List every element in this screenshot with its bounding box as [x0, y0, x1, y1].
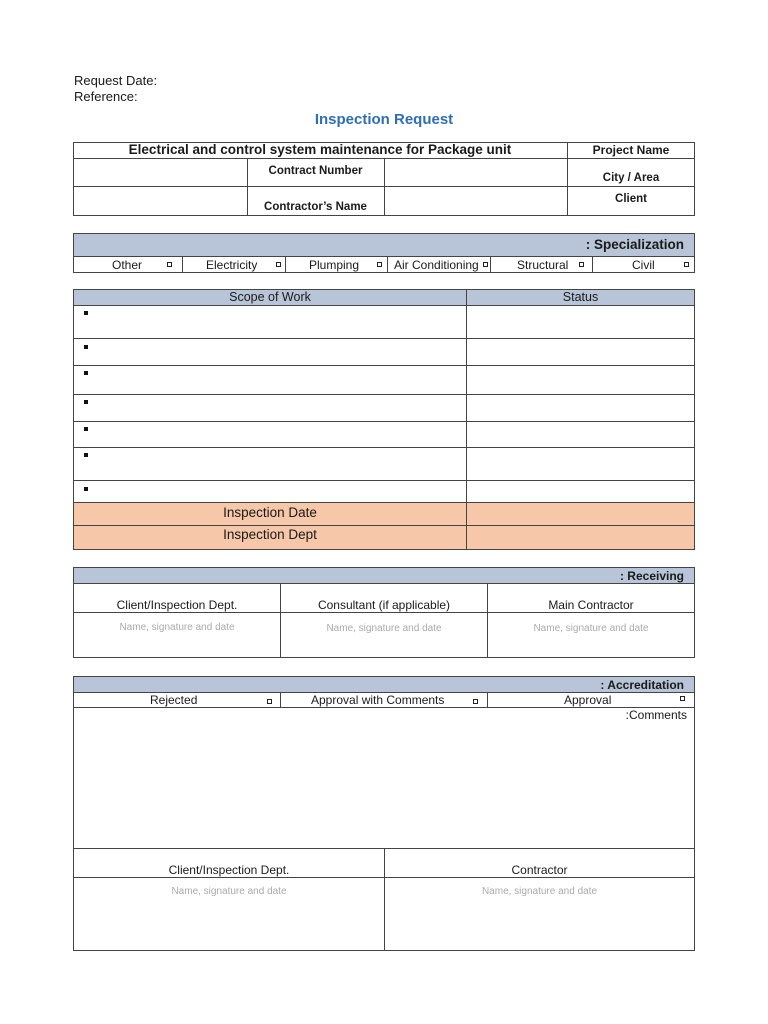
blank-cell-2[interactable]	[74, 187, 246, 215]
contractors-name-field[interactable]	[385, 187, 566, 215]
inspection-dept-label: Inspection Dept	[223, 527, 317, 542]
comments-label: :Comments	[625, 708, 687, 722]
checkbox-icon[interactable]	[276, 262, 281, 267]
receiving-consultant-label: Consultant (if applicable)	[317, 598, 451, 612]
accreditation-client-signature-hint[interactable]: Name, signature and date	[171, 886, 287, 897]
checkbox-icon[interactable]	[579, 262, 584, 267]
bullet-icon	[84, 487, 88, 491]
checkbox-icon[interactable]	[167, 262, 172, 267]
specialization-heading: : Specialization	[585, 237, 684, 252]
accreditation-heading: : Accreditation	[600, 678, 684, 692]
contract-number-label: Contract Number	[268, 165, 363, 177]
accreditation-contractor-label: Contractor	[511, 863, 568, 877]
request-date-label: Request Date:	[74, 73, 158, 88]
inspection-date-label: Inspection Date	[223, 505, 317, 520]
bullet-icon	[84, 400, 88, 404]
inspection-value-area[interactable]	[467, 503, 694, 549]
receiving-main-contractor-signature-hint[interactable]: Name, signature and date	[533, 623, 649, 634]
accreditation-band	[74, 677, 694, 693]
reference-label: Reference:	[74, 89, 138, 104]
checkbox-icon[interactable]	[377, 262, 382, 267]
bullet-icon	[84, 453, 88, 457]
page-title: Inspection Request	[314, 111, 454, 128]
checkbox-icon[interactable]	[267, 699, 272, 704]
receiving-consultant-signature-hint[interactable]: Name, signature and date	[326, 623, 442, 634]
bullet-icon	[84, 345, 88, 349]
project-name-label: Project Name	[592, 143, 670, 157]
accreditation-contractor-signature-hint[interactable]: Name, signature and date	[481, 886, 598, 897]
receiving-band	[74, 568, 694, 584]
contractors-name-label: Contractor’s Name	[264, 201, 367, 213]
status-header: Status	[562, 290, 599, 304]
bullet-icon	[84, 371, 88, 375]
receiving-client-label: Client/Inspection Dept.	[116, 598, 238, 612]
accreditation-client-label: Client/Inspection Dept.	[168, 863, 290, 877]
project-title: Electrical and control system maintenance for Package unit	[128, 142, 512, 157]
client-label: Client	[615, 193, 647, 205]
city-area-label: City / Area	[602, 172, 660, 184]
receiving-client-signature-hint[interactable]: Name, signature and date	[119, 622, 235, 633]
bullet-icon	[84, 427, 88, 431]
checkbox-icon[interactable]	[473, 699, 478, 704]
contract-number-field[interactable]	[385, 159, 566, 185]
receiving-main-contractor-label: Main Contractor	[548, 598, 634, 612]
checkbox-icon[interactable]	[483, 262, 488, 267]
checkbox-icon[interactable]	[680, 696, 685, 701]
blank-cell-1[interactable]	[74, 159, 246, 185]
bullet-icon	[84, 311, 88, 315]
scope-of-work-header: Scope of Work	[229, 290, 311, 304]
checkbox-icon[interactable]	[684, 262, 689, 267]
comments-area[interactable]	[74, 722, 694, 848]
specialization-band	[74, 234, 694, 257]
receiving-heading: : Receiving	[619, 569, 684, 583]
